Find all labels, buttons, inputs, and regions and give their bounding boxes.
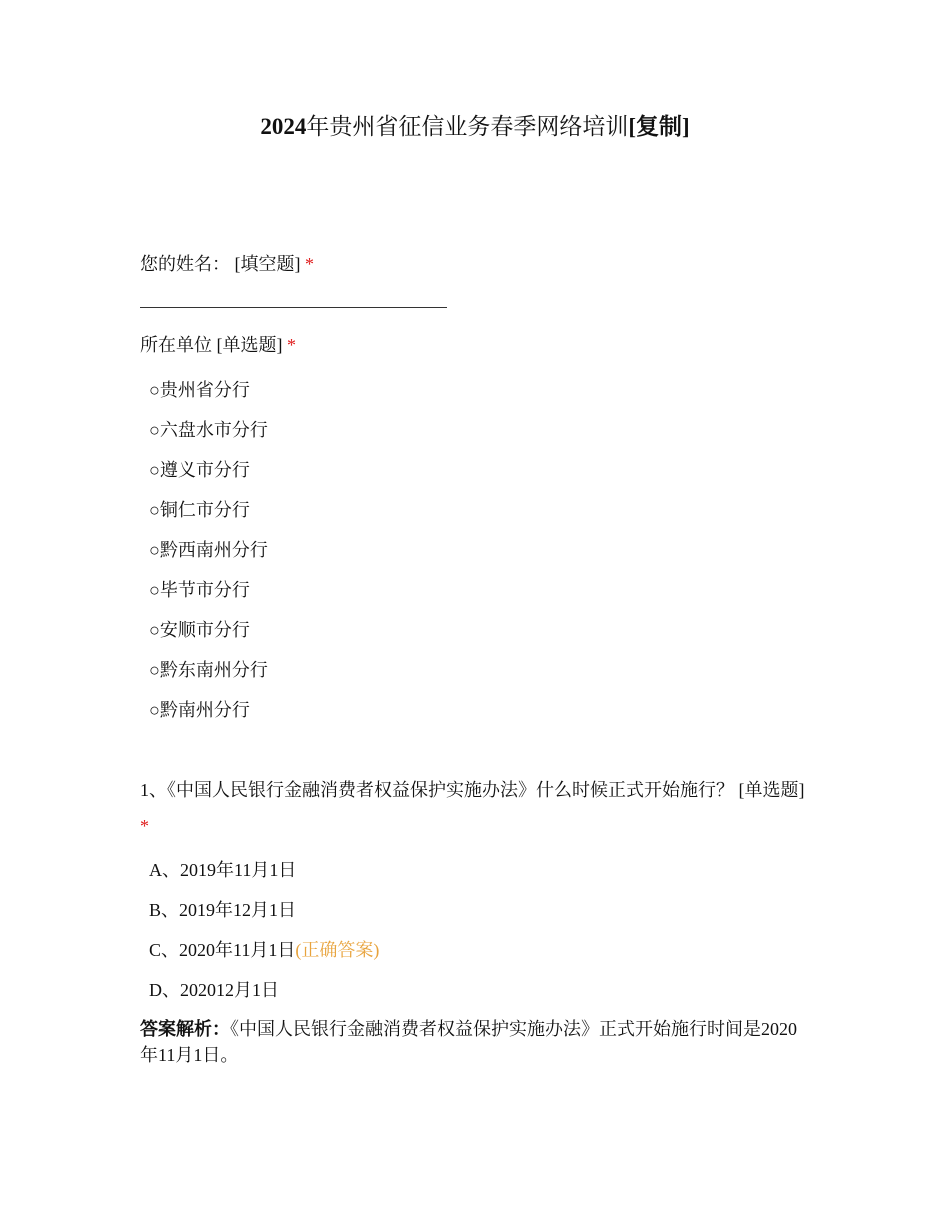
correct-answer-tag: (正确答案) — [295, 940, 380, 960]
title-suffix: [复制] — [628, 114, 690, 139]
title-text: 年贵州省征信业务春季网络培训 — [306, 114, 629, 139]
answer-option-text: C、2020年11月1日 — [149, 940, 296, 960]
answer-option-d[interactable] — [149, 970, 379, 1010]
unit-option[interactable]: ○六盘水市分行 — [149, 420, 268, 440]
question-unit-text: 所在单位 — [140, 335, 212, 355]
page-title — [0, 112, 950, 142]
unit-option[interactable]: ○黔西南州分行 — [149, 540, 268, 560]
unit-option[interactable]: ○黔东南州分行 — [149, 660, 268, 680]
unit-option[interactable]: ○毕节市分行 — [149, 580, 250, 600]
answer-option-c[interactable] — [149, 930, 379, 970]
required-mark: * — [305, 254, 314, 274]
answer-option-text: B、2019年12月1日 — [149, 900, 297, 920]
unit-option[interactable]: ○遵义市分行 — [149, 460, 250, 480]
question-name-type: [填空题] — [234, 254, 301, 274]
question-1-label — [140, 772, 810, 844]
answer-analysis — [140, 1016, 810, 1068]
unit-option[interactable]: ○贵州省分行 — [149, 380, 250, 400]
analysis-label: 答案解析： — [140, 1019, 230, 1039]
question-unit-label — [140, 333, 296, 357]
question-1-text: 1、《中国人民银行金融消费者权益保护实施办法》什么时候正式开始施行？ — [140, 780, 734, 800]
question-1-type: [单选题] — [738, 780, 805, 800]
name-answer-line[interactable] — [140, 307, 447, 308]
answer-option-text: D、202012月1日 — [149, 980, 279, 1000]
answer-option-a[interactable] — [149, 850, 379, 890]
analysis-text: 《中国人民银行金融消费者权益保护实施办法》正式开始施行时间是2020年11月1日。 — [140, 1019, 797, 1065]
question-name-text: 您的姓名： — [140, 254, 230, 274]
unit-options — [149, 370, 268, 730]
unit-option[interactable]: ○安顺市分行 — [149, 620, 250, 640]
unit-option[interactable]: ○铜仁市分行 — [149, 500, 250, 520]
required-mark: * — [287, 335, 296, 355]
question-name-label — [140, 252, 314, 276]
answer-option-b[interactable] — [149, 890, 379, 930]
question-1-options — [149, 850, 379, 1010]
answer-option-text: A、2019年11月1日 — [149, 860, 297, 880]
question-unit-type: [单选题] — [216, 335, 283, 355]
required-mark: * — [140, 816, 149, 836]
unit-option[interactable]: ○黔南州分行 — [149, 700, 250, 720]
title-year: 2024 — [260, 114, 307, 139]
